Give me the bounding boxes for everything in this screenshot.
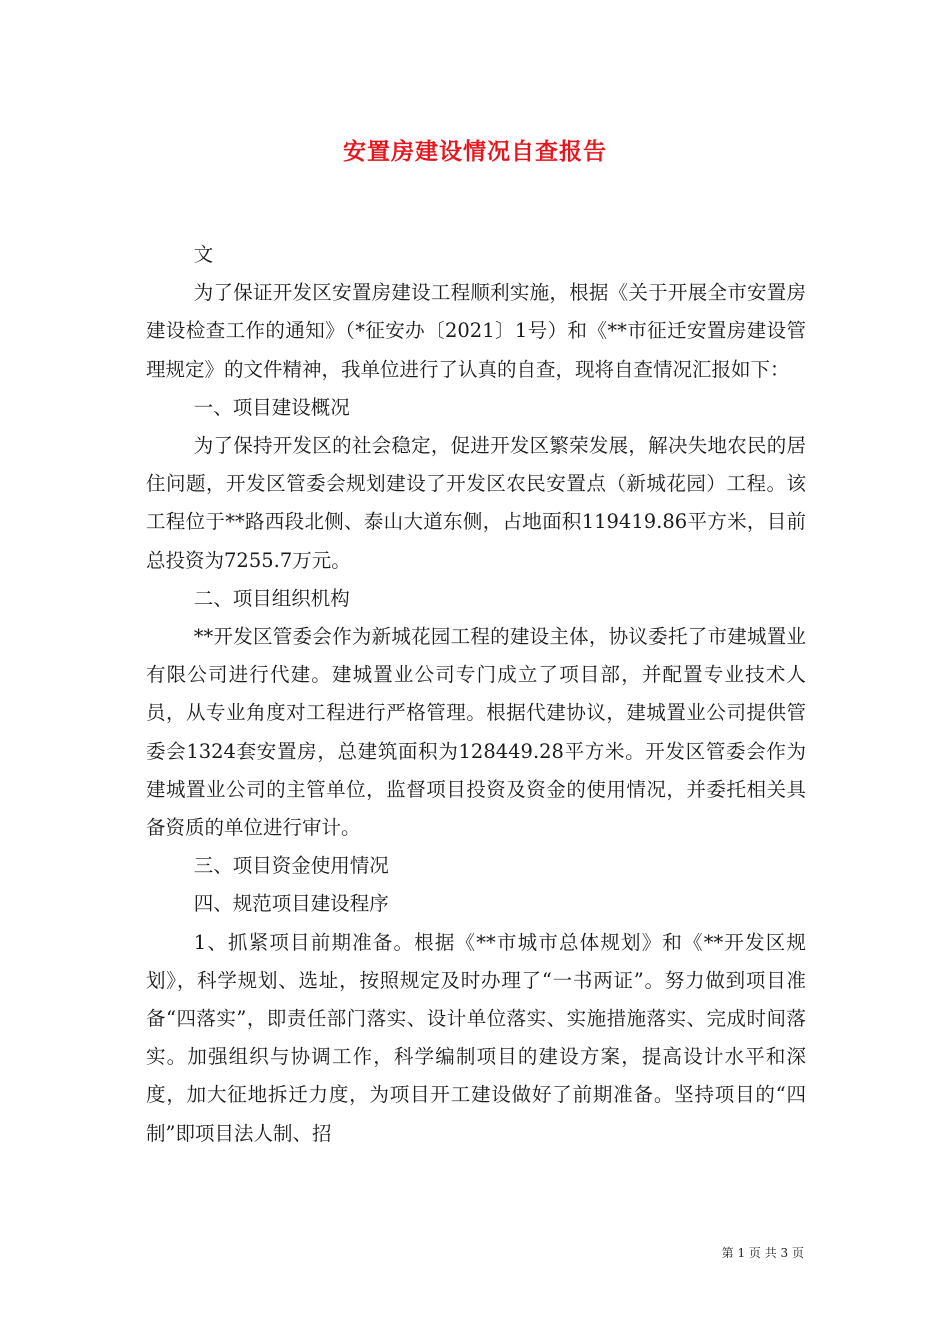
paragraph-intro: 为了保证开发区安置房建设工程顺利实施，根据《关于开展全市安置房建设检查工作的通知》（*征安办〔2021〕1号）和《**市征迁安置房建设管理规定》的文件精神，我单位进行了认真的自查，现将自查情况汇报如下： — [146, 281, 806, 381]
document-body — [146, 236, 806, 1153]
document-title: 安置房建设情况自查报告 — [343, 139, 607, 165]
section-heading-1: 一、项目建设概况 — [193, 395, 350, 419]
page-number: 第 1 页 共 3 页 — [721, 1246, 804, 1260]
section-heading-3: 三、项目资金使用情况 — [193, 854, 389, 878]
paragraph-salutation: 文 — [193, 243, 214, 266]
paragraph-preparation: 1、抓紧项目前期准备。根据《**市城市总体规划》和《**开发区规划》，科学规划、选址，按照规定及时办理了“一书两证”。努力做到项目准备“四落实”，即责任部门落实、设计单位落实、实施措施落实、完成时间落实。加强组织与协调工作，科学编制项目的建设方案，提高设计水平和深度，加大征地拆迁力度，为项目开工建设做好了前期准备。坚持项目的“四制”即项目法人制、招 — [146, 930, 806, 1145]
section-heading-4: 四、规范项目建设程序 — [193, 892, 389, 916]
section-heading-2: 二、项目组织机构 — [193, 586, 350, 610]
paragraph-overview: 为了保持开发区的社会稳定，促进开发区繁荣发展，解决失地农民的居住问题，开发区管委会规划建设了开发区农民安置点（新城花园）工程。该工程位于**路西段北侧、泰山大道东侧，占地面积119419.86平方米，目前总投资为7255.7万元。 — [146, 434, 806, 572]
paragraph-organization: **开发区管委会作为新城花园工程的建设主体，协议委托了市建城置业有限公司进行代建。建城置业公司专门成立了项目部，并配置专业技术人员，从专业角度对工程进行严格管理。根据代建协议，建城置业公司提供管委会1324套安置房，总建筑面积为128449.28平方米。开发区管委会作为建城置业公司的主管单位，监督项目投资及资金的使用情况，并委托相关具备资质的单位进行审计。 — [146, 625, 806, 840]
